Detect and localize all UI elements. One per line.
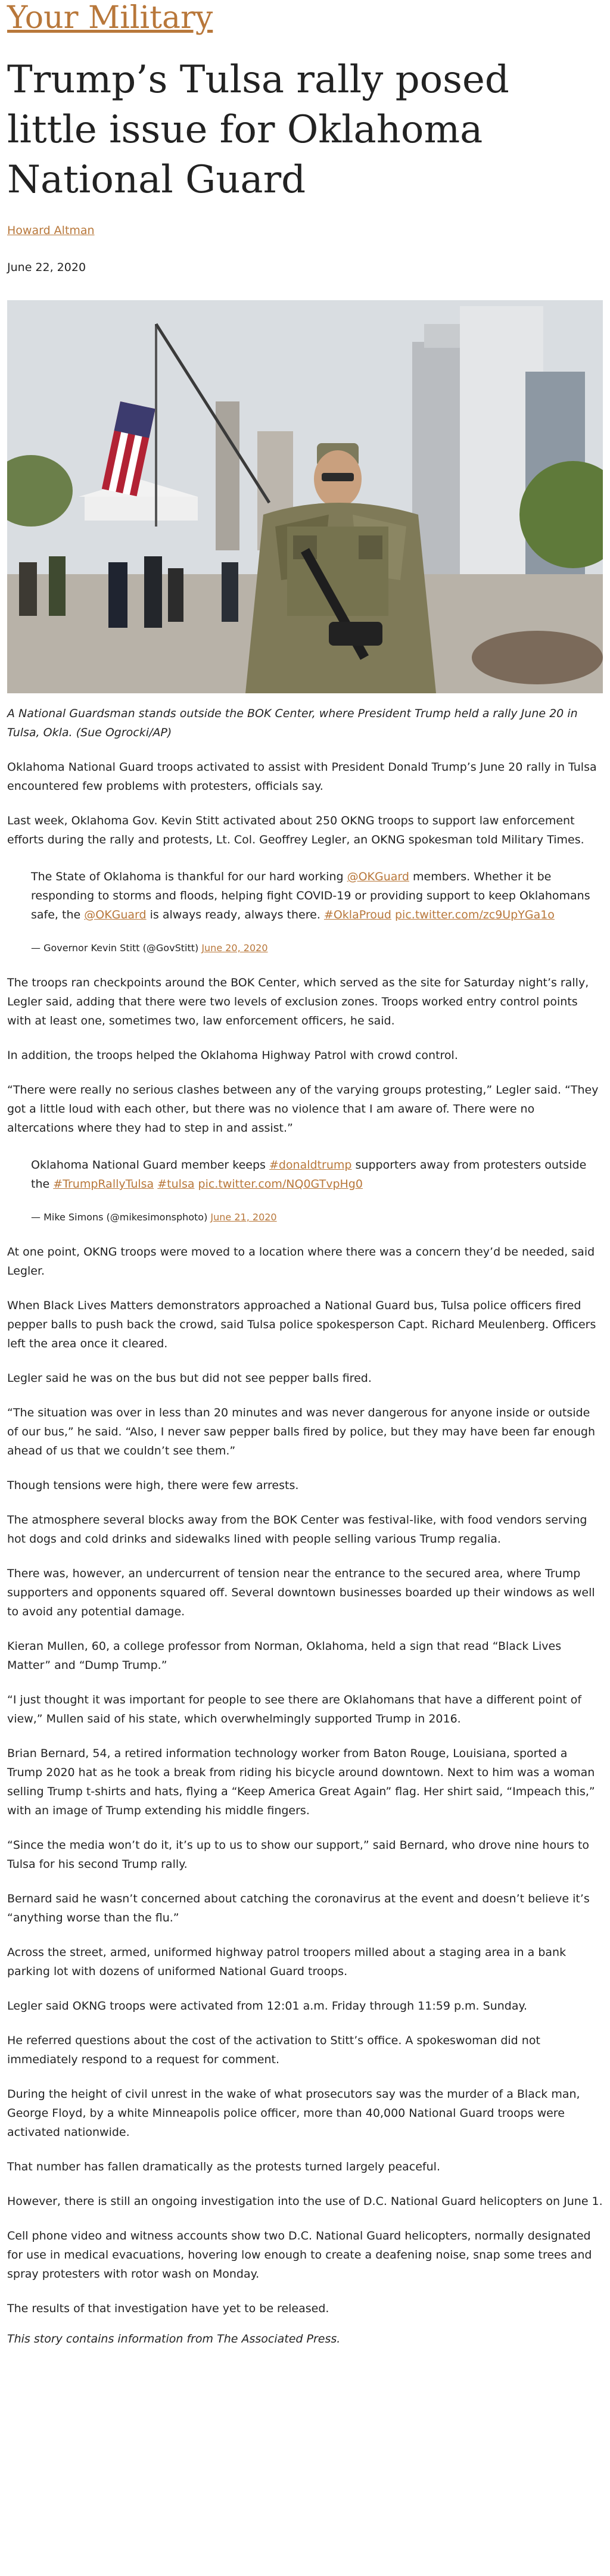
paragraph: Legler said he was on the bus but did not see pepper balls fired. bbox=[7, 1372, 372, 1385]
tweet-mention-link[interactable]: @OKGuard bbox=[347, 870, 409, 883]
paragraph: Brian Bernard, 54, a retired information technology worker from Baton Rouge, Louisiana, sported a Trump 2020 hat as he took a break from riding his bicycle around downtown. Next to him was a woman selling Trump t-shirts and hats, flying a “Keep America Great Again” flag. Her shirt said, “Impeach this,” with an image of Trump extending his middle fingers. bbox=[7, 1747, 595, 1817]
paragraph: Bernard said he wasn’t concerned about catching the coronavirus at the event and doesn’t believe it’s “anything worse than the flu.” bbox=[7, 1892, 590, 1924]
tweet-text-segment: is always ready, always there. bbox=[146, 908, 324, 921]
paragraph: The troops ran checkpoints around the BOK Center, which served as the site for Saturday night’s rally, Legler said, adding that there were two levels of exclusion zones. Troops worked entry control points with at least one, sometimes two, law enforcement officers, he said. bbox=[7, 976, 589, 1027]
paragraph: “Since the media won’t do it, it’s up to us to show our support,” said Bernard, who drove nine hours to Tulsa for his second Trump rally. bbox=[7, 1839, 590, 1871]
paragraph: He referred questions about the cost of the activation to Stitt’s office. A spokeswoman did not immediately respond to a request for comment. bbox=[7, 2034, 540, 2066]
tweet-signature bbox=[31, 1208, 603, 1227]
tweet-date-link[interactable]: June 20, 2020 bbox=[201, 942, 268, 954]
paragraph: There was, however, an undercurrent of tension near the entrance to the secured area, where Trump supporters and opponents squared off. Several downtown businesses boarded up their windows as well to avoid any potential damage. bbox=[7, 1567, 595, 1618]
article bbox=[7, 0, 603, 2346]
paragraph: Oklahoma National Guard troops activated to assist with President Donald Trump’s June 20 rally in Tulsa encountered few problems with protesters, officials say. bbox=[7, 761, 597, 793]
tweet-text-segment: supporters away from protesters outside the bbox=[31, 1158, 587, 1191]
embedded-tweet bbox=[31, 867, 603, 958]
paragraph: Cell phone video and witness accounts show two D.C. National Guard helicopters, normally designated for use in medical evacuations, hovering low enough to create a deafening noise, snap some trees and spray protesters with rotor wash on Monday. bbox=[7, 2229, 592, 2281]
guardsman-photo-illustration bbox=[7, 300, 603, 693]
paragraph: That number has fallen dramatically as the protests turned largely peaceful. bbox=[7, 2160, 440, 2173]
paragraph: At one point, OKNG troops were moved to a location where there was a concern they’d be needed, said Legler. bbox=[7, 1245, 595, 1278]
paragraph: “There were really no serious clashes between any of the varying groups protesting,” Legler said. “They got a little loud with each other, but there was no violence that I am aware of. There were no altercations where they had to step in and assist.” bbox=[7, 1083, 599, 1135]
tweet-pic-link[interactable]: pic.twitter.com/zc9UpYGa1o bbox=[395, 908, 555, 921]
paragraph: Last week, Oklahoma Gov. Kevin Stitt activated about 250 OKNG troops to support law enforcement efforts during the rally and protests, Lt. Col. Geoffrey Legler, an OKNG spokesman told Military Times. bbox=[7, 814, 584, 846]
paragraph: The atmosphere several blocks away from the BOK Center was festival-like, with food vendors serving hot dogs and cold drinks and sidewalks lined with people selling various Trump regalia. bbox=[7, 1513, 587, 1546]
tweet-text bbox=[31, 867, 603, 924]
tweet-text-segment: Oklahoma National Guard member keeps bbox=[31, 1158, 269, 1172]
tweet-text-segment: members. Whether it be responding to storms and floods, helping fight COVID-19 or providing support to keep Oklahomans safe, the bbox=[31, 870, 590, 921]
paragraph: Kieran Mullen, 60, a college professor from Norman, Oklahoma, held a sign that read “Black Lives Matter” and “Dump Trump.” bbox=[7, 1640, 562, 1672]
tweet-hashtag-link[interactable]: #donaldtrump bbox=[269, 1158, 352, 1172]
headline: Trump’s Tulsa rally posed little issue for Oklahoma National Guard bbox=[7, 58, 509, 202]
paragraph: However, there is still an ongoing investigation into the use of D.C. National Guard helicopters on June 1. bbox=[7, 2195, 603, 2208]
paragraph: Though tensions were high, there were few arrests. bbox=[7, 1479, 299, 1492]
paragraph: In addition, the troops helped the Oklahoma Highway Patrol with crowd control. bbox=[7, 1049, 458, 1062]
tweet-author: — Mike Simons (@mikesimonsphoto) bbox=[31, 1211, 211, 1223]
paragraph: “The situation was over in less than 20 minutes and was never dangerous for anyone inside or outside of our bus,” he said. “Also, I never saw pepper balls fired by police, but they may have been far enough ahead of us that we couldn’t see them.” bbox=[7, 1406, 595, 1457]
paragraph: During the height of civil unrest in the wake of what prosecutors say was the murder of a Black man, George Floyd, by a white Minneapolis police officer, more than 40,000 National Guard troops were activated nationwide. bbox=[7, 2088, 580, 2139]
paragraph: When Black Lives Matters demonstrators approached a National Guard bus, Tulsa police officers fired pepper balls to push back the crowd, said Tulsa police spokesperson Capt. Richard Meulenberg. Officers left the area once it cleared. bbox=[7, 1299, 596, 1350]
hero-photo bbox=[7, 300, 603, 693]
tweet-mention-link[interactable]: @OKGuard bbox=[84, 908, 147, 921]
paragraph: The results of that investigation have yet to be released. bbox=[7, 2302, 329, 2315]
embedded-tweet bbox=[31, 1155, 603, 1227]
photo-caption: A National Guardsman stands outside the BOK Center, where President Trump held a rally June 20 in Tulsa, Okla. (Sue Ogrocki/AP) bbox=[7, 707, 578, 739]
tweet-author: — Governor Kevin Stitt (@GovStitt) bbox=[31, 942, 202, 954]
tweet-text-segment: The State of Oklahoma is thankful for our hard working bbox=[31, 870, 347, 883]
paragraph: “I just thought it was important for people to see there are Oklahomans that have a different point of view,” Mullen said of his state, which overwhelmingly supported Trump in 2016. bbox=[7, 1693, 582, 1725]
author-link[interactable]: Howard Altman bbox=[7, 224, 95, 237]
story-credit: This story contains information from The Associated Press. bbox=[7, 2332, 341, 2346]
paragraph: Across the street, armed, uniformed highway patrol troopers milled about a staging area in a bank parking lot with dozens of uniformed National Guard troops. bbox=[7, 1946, 567, 1978]
tweet-hashtag-link[interactable]: #OklaProud bbox=[323, 908, 391, 921]
tweet-hashtag-link[interactable]: #TrumpRallyTulsa bbox=[53, 1178, 154, 1191]
publish-date: June 22, 2020 bbox=[7, 261, 86, 274]
tweet-signature bbox=[31, 939, 603, 958]
tweet-pic-link[interactable]: pic.twitter.com/NQ0GTvpHg0 bbox=[198, 1178, 363, 1191]
tweet-text bbox=[31, 1155, 603, 1194]
tweet-date-link[interactable]: June 21, 2020 bbox=[210, 1211, 277, 1223]
tweet-hashtag-link[interactable]: #tulsa bbox=[157, 1178, 195, 1191]
paragraph: Legler said OKNG troops were activated from 12:01 a.m. Friday through 11:59 p.m. Sunday. bbox=[7, 1999, 528, 2013]
section-link[interactable]: Your Military bbox=[7, 0, 213, 36]
